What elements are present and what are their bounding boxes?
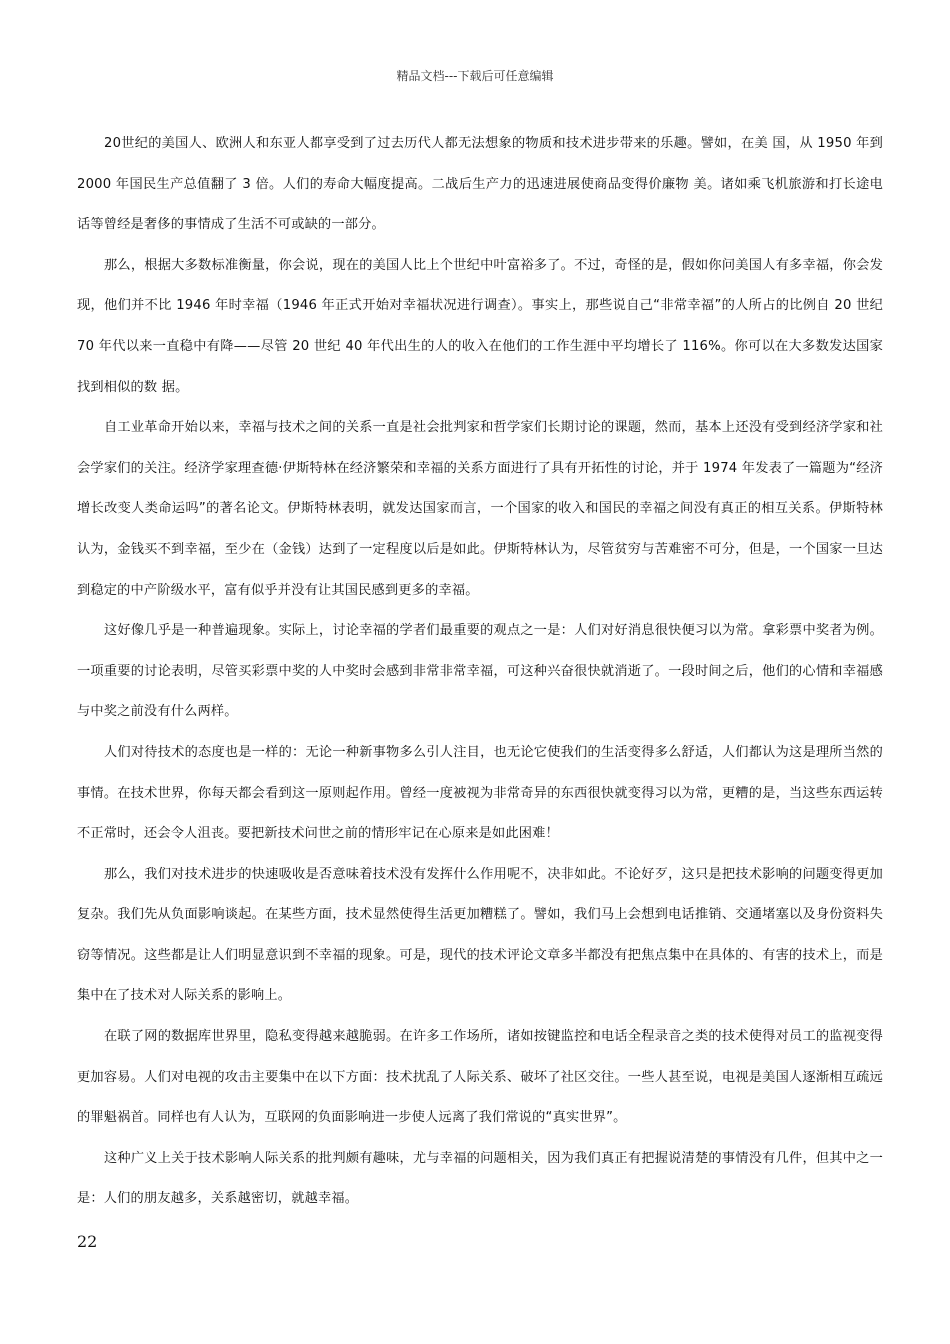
page-header: 精品文档---下载后可任意编辑 [396, 69, 554, 83]
document-body [77, 124, 883, 1220]
paragraph-6: 那么，我们对技术进步的快速吸收是否意味着技术没有发挥什么作用呢不，决非如此。不论好歹，这只是把技术影响的问题变得更加复杂。我们先从负面影响谈起。在某些方面，技术显然使得生活更加糟糕了。譬如，我们马上会想到电话推销、交通堵塞以及身份资料失窃等情况。这些都是让人们明显意识到不幸福的现象。可是，现代的技术评论文章多半都没有把焦点集中在具体的、有害的技术上，而是集中在了技术对人际关系的影响上。 [77, 866, 883, 1004]
paragraph-4: 这好像几乎是一种普遍现象。实际上，讨论幸福的学者们最重要的观点之一是：人们对好消息很快便习以为常。拿彩票中奖者为例。一项重要的讨论表明，尽管买彩票中奖的人中奖时会感到非常非常幸福，可这种兴奋很快就消逝了。一段时间之后，他们的心情和幸福感与中奖之前没有什么两样。 [77, 623, 883, 720]
paragraph-1: 20世纪的美国人、欧洲人和东亚人都享受到了过去历代人都无法想象的物质和技术进步带来的乐趣。譬如，在美 国，从 1950 年到 2000 年国民生产总值翻了 3 倍。人们的寿命大幅度提高。二战后生产力的迅速进展使商品变得价廉物 美。诸如乘飞机旅游和打长途电话等曾经是奢侈的事情成了生活不可或缺的一部分。 [77, 136, 883, 233]
page-number: 22 [77, 1232, 98, 1251]
paragraph-7: 在联了网的数据库世界里，隐私变得越来越脆弱。在许多工作场所，诸如按键监控和电话全程录音之类的技术使得对员工的监视变得更加容易。人们对电视的攻击主要集中在以下方面：技术扰乱了人际关系、破坏了社区交往。一些人甚至说，电视是美国人逐渐相互疏远的罪魁祸首。同样也有人认为，互联网的负面影响进一步使人远离了我们常说的“真实世界”。 [77, 1029, 883, 1126]
paragraph-2: 那么，根据大多数标准衡量，你会说，现在的美国人比上个世纪中叶富裕多了。不过，奇怪的是，假如你问美国人有多幸福，你会发现，他们并不比 1946 年时幸福（1946 年正式开始对幸福状况进行调查）。事实上，那些说自己“非常幸福”的人所占的比例自 20 世纪 70 年代以来一直稳中有降——尽管 20 世纪 40 年代出生的人的收入在他们的工作生涯中平均增长了 116%。你可以在大多数发达国家找到相似的数 据。 [77, 257, 883, 395]
paragraph-8: 这种广义上关于技术影响人际关系的批判颇有趣味，尤与幸福的问题相关，因为我们真正有把握说清楚的事情没有几件，但其中之一是：人们的朋友越多，关系越密切，就越幸福。 [77, 1150, 883, 1207]
paragraph-3: 自工业革命开始以来，幸福与技术之间的关系一直是社会批判家和哲学家们长期讨论的课题，然而，基本上还没有受到经济学家和社会学家们的关注。经济学家理查德·伊斯特林在经济繁荣和幸福的关系方面进行了具有开拓性的讨论，并于 1974 年发表了一篇题为“经济增长改变人类命运吗”的著名论文。伊斯特林表明，就发达国家而言，一个国家的收入和国民的幸福之间没有真正的相互关系。伊斯特林认为，金钱买不到幸福，至少在（金钱）达到了一定程度以后是如此。伊斯特林认为，尽管贫穷与苦难密不可分，但是，一个国家一旦达到稳定的中产阶级水平，富有似乎并没有让其国民感到更多的幸福。 [77, 420, 883, 598]
paragraph-5: 人们对待技术的态度也是一样的：无论一种新事物多么引人注目，也无论它使我们的生活变得多么舒适，人们都认为这是理所当然的事情。在技术世界，你每天都会看到这一原则起作用。曾经一度被视为非常奇异的东西很快就变得习以为常，更糟的是，当这些东西运转不正常时，还会令人沮丧。要把新技术问世之前的情形牢记在心原来是如此困难！ [77, 744, 883, 842]
